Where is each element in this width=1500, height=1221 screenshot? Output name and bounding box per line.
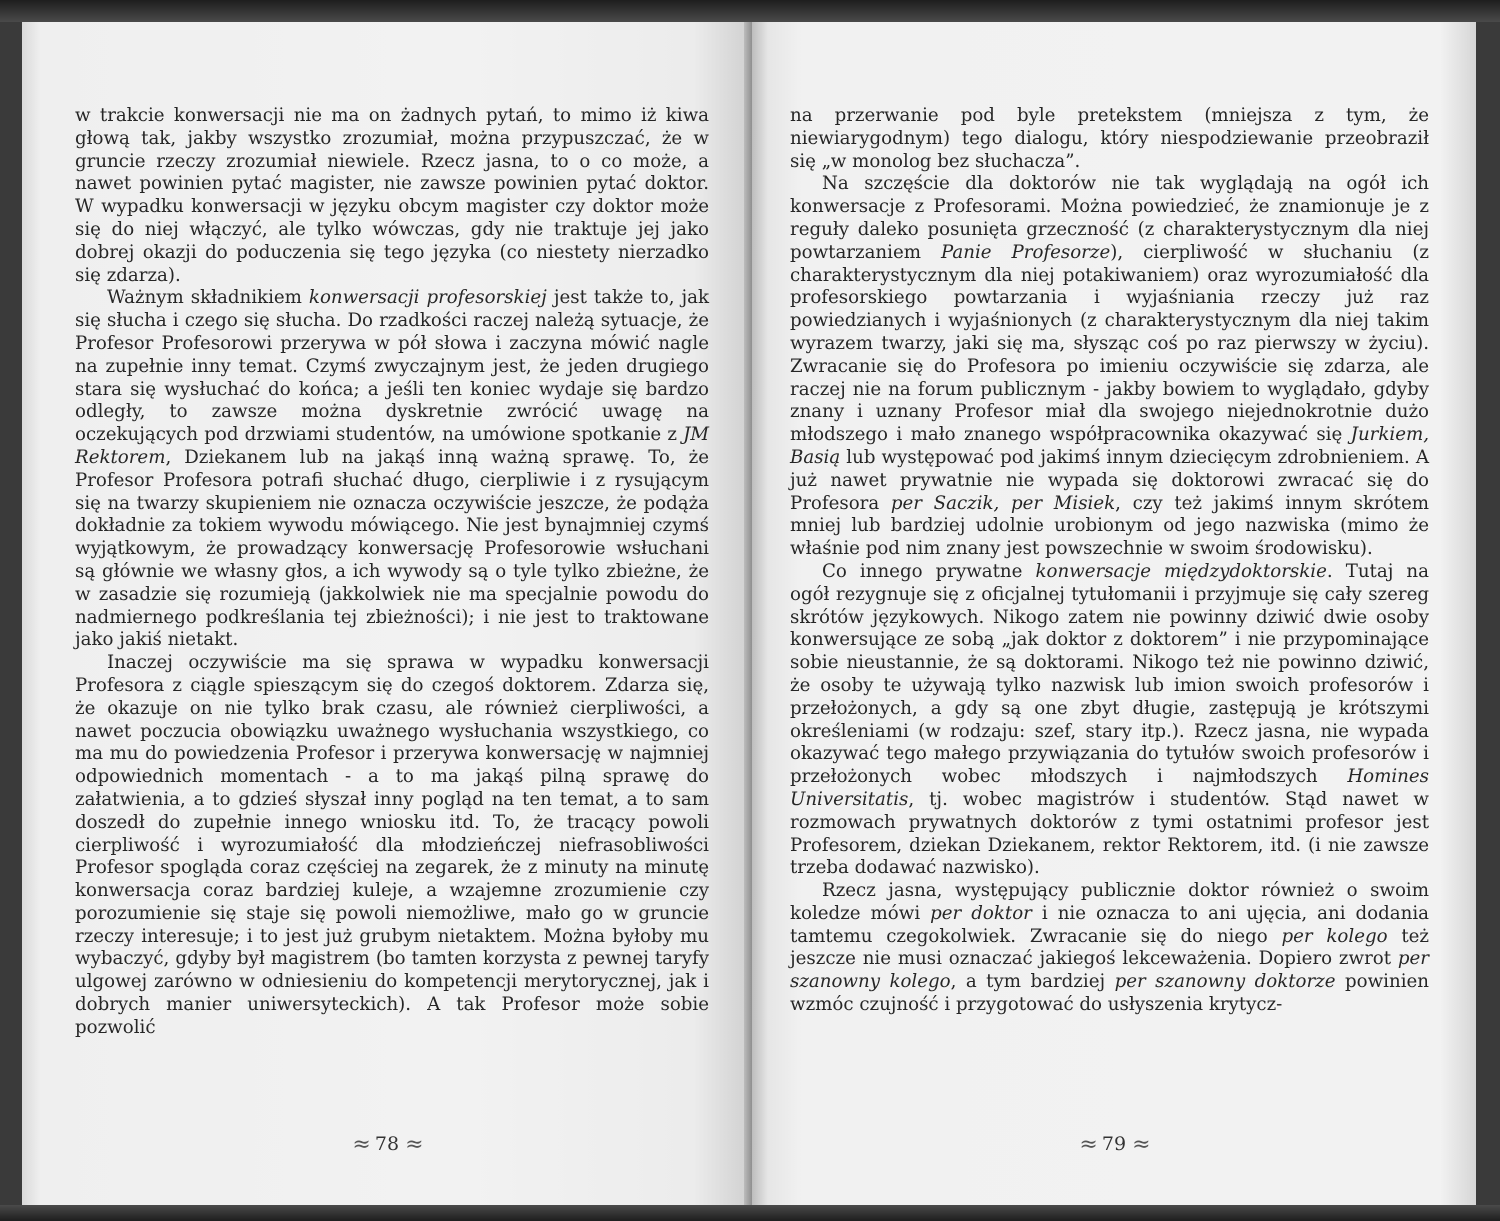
paragraph (790, 173, 1429, 561)
italic-phrase: per doktor (930, 902, 1032, 924)
paragraph (75, 287, 709, 652)
italic-phrase: per Saczik, per Misiek (890, 492, 1116, 514)
folio-ornament-right-icon: ≈ (405, 1132, 422, 1158)
text-run: , Dziekanem lub na jakąś inną ważną sprawę. To, że Profesor Profesora potrafi słuchać długo, cierpliwie i z rysującym się na twarzy skupieniem nie oznacza oczywiście jeszcze, że podąża dokładnie za tokiem wywodu mówiącego. Nie jest bynajmniej czymś wyjątkowym, że prowadzący konwersację Profesorowie wsłuchani są głównie we własny głos, a ich wywody są o tyle tylko zbieżne, że w zasadzie się rozumieją (jakkolwiek nie ma specjalnie powodu do nadmiernego podkreślania tej zbieżności); i nie jest to traktowane jako jakiś nietakt. (75, 446, 709, 651)
folio-ornament-left-icon: ≈ (352, 1132, 369, 1158)
paragraph (790, 880, 1429, 1017)
text-run: na przerwanie pod byle pretekstem (mniejsza z tym, że niewiarygodnym) tego dialogu, który niespodziewanie przeobraził się „w monolog bez słuchacza”. (790, 105, 1429, 172)
italic-phrase: Panie Profesorze (940, 241, 1111, 263)
scan-edge-top (0, 0, 1500, 22)
page-number: 79 (1101, 1133, 1127, 1156)
text-run: , a tym bardziej (950, 971, 1115, 993)
italic-phrase: JM Rektorem (75, 424, 709, 468)
text-run: Inaczej oczywiście ma się sprawa w wypadku konwersacji Profesora z ciągle spieszącym się do czegoś doktorem. Zdarza się, że okazuje on nie tylko brak czasu, ale również cierpliwości, a nawet poczucia obowiązku uważnego wysłuchania wszystkiego, co ma mu do powiedzenia Profesor i przerywa konwersację w najmniej odpowiednich momentach - a to ma jakąś pilną sprawę do załatwienia, a to gdzieś słyszał inny pogląd na ten temat, a to sam doszedł do zupełnie innego wniosku itd. To, że tracący powoli cierpliwość i wyrozumiałość dla młodzieńczej niefrasobliwości Profesor spogląda coraz częściej na zegarek, że z minuty na minutę konwersacja coraz bardziej kuleje, a wzajemne zrozumienie czy porozumienie się staje się powoli niemożliwe, mało go w gruncie rzeczy interesuje; i to jest już grubym nietaktem. Można byłoby mu wybaczyć, gdyby był magistrem (bo tamten korzysta z pewnej taryfy ulgowej zarówno w odniesieniu do kompetencji merytorycznej, jak i dobrych manier uniwersyteckich). A tak Profesor może sobie pozwolić (75, 652, 709, 1038)
italic-phrase: Jurkiem, Basią (790, 424, 1429, 468)
text-run: Co innego prywatne (822, 560, 1036, 582)
italic-phrase: per kolego (1281, 925, 1388, 947)
italic-phrase: konwersacje międzydoktorskie (1035, 560, 1327, 582)
paragraph (75, 105, 709, 287)
paragraph (790, 105, 1429, 173)
text-run: lub występować pod jakimś innym dziecięcym zdrobnieniem. A już nawet prywatnie nie wypada się doktorowi zwracać się do Profesora (790, 446, 1429, 514)
text-run: i nie oznacza to ani ujęcia, ani dodania tamtemu czegokolwiek. Zwracanie się do niego (790, 902, 1429, 947)
text-run: w trakcie konwersacji nie ma on żadnych pytań, to mimo iż kiwa głową tak, jakby wszystko zrozumiał, można przypuszczać, że w gruncie rzeczy zrozumiał niewiele. Rzecz jasna, to o co może, a nawet powinien pytać magister, nie zawsze powinien pytać doktor. W wypadku konwersacji w języku obcym magister czy doktor może się do niej włączyć, ale tylko wówczas, gdy nie traktuje jej jako dobrej okazji do poduczenia się tego języka (co niestety nierzadko się zdarza). (75, 105, 709, 286)
text-run: Rzecz jasna, występujący publicznie doktor również o swoim koledze mówi (790, 880, 1429, 924)
right-page (752, 22, 1476, 1205)
text-run: , tj. wobec magistrów i studentów. Stąd nawet w rozmowach prywatnych doktorów z tymi ostatnimi profesor jest Profesorem, dziekan Dziekanem, rektor Rektorem, itd. (i nie zawsze trzeba dodawać nazwisko). (790, 788, 1429, 879)
paragraph (790, 561, 1429, 880)
left-page-text (75, 105, 709, 1040)
text-run: ), cierpliwość w słuchaniu (z charakterystycznym dla niej potakiwaniem) oraz wyrozumiałość dla profesorskiego powtarzania i wyjaśniania rzeczy już raz powiedzianych i wyjaśnionych (z charakterystycznym dla niej takim wyrazem twarzy, jaki się ma, słysząc coś po raz pierwszy w życiu). Zwracanie się do Profesora po imieniu oczywiście się zdarza, ale raczej nie na forum publicznym - jakby bowiem to wyglądało, gdyby znany i uznany Profesor miał dla swojego niejednokrotnie dużo młodszego i mało znanego współpracownika okazywać się (790, 241, 1429, 446)
text-run: Na szczęście dla doktorów nie tak wyglądają na ogół ich konwersacje z Profesorami. Można powiedzieć, że znamionuje je z reguły daleko posunięta grzeczność (z charakterystycznym dla niej powtarzaniem (790, 173, 1429, 263)
text-run: Ważnym składnikiem (107, 287, 309, 309)
folio-ornament-left-icon: ≈ (1079, 1132, 1096, 1158)
italic-phrase: konwersacji profesorskiej (308, 287, 547, 309)
scan-edge-bottom (0, 1205, 1500, 1221)
page-number-left (22, 1133, 752, 1157)
paragraph (75, 652, 709, 1040)
right-page-text (790, 105, 1429, 1017)
text-run: powinien wzmóc czujność i przygotować do usłyszenia krytycz- (790, 971, 1430, 1016)
italic-phrase: per szanowny kolego (790, 948, 1429, 993)
page-number: 78 (374, 1133, 400, 1156)
text-run: . Tutaj na ogół rezygnuje się z oficjalnej tytułomanii i przyjmuje się cały szereg skrótów językowych. Nikogo zatem nie powinny dziwić dwie osoby konwersujące ze sobą „jak doktor z doktorem” i nie przypominające sobie nieustannie, że są doktorami. Nikogo też nie powinno dziwić, że osoby te używają tylko nazwisk lub imion swoich profesorów i przełożonych, a gdy są one zbyt długie, zastępują je krótszymi określeniami (w rodzaju: szef, stary itp.). Rzecz jasna, nie wypada okazywać tego małego przywiązania do tytułów swoich profesorów i przełożonych wobec młodszych i najmłodszych (790, 560, 1429, 788)
text-run: też jeszcze nie musi oznaczać jakiegoś lekceważenia. Dopiero zwrot (790, 925, 1430, 970)
text-run: jest także to, jak się słucha i czego się słucha. Do rzadkości raczej należą sytuacje, że Profesor Profesorowi przerywa w pół słowa i zaczyna mówić nagle na zupełnie inny temat. Czymś zwyczajnym jest, że jeden drugiego stara się wysłuchać do końca; a jeśli ten koniec wydaje się bardzo odległy, to zawsze można dyskretnie zwrócić uwagę na oczekujących pod drzwiami studentów, na umówione spotkanie z (75, 287, 709, 446)
folio-ornament-right-icon: ≈ (1132, 1132, 1149, 1158)
italic-phrase: per szanowny doktorze (1114, 971, 1336, 993)
left-page (22, 22, 752, 1205)
italic-phrase: Homines Universitatis (790, 766, 1429, 810)
text-run: , czy też jakimś innym skrótem mniej lub bardziej udolnie urobionym od jego nazwiska (mimo że właśnie pod nim znany jest powszechnie w swoim środowisku). (790, 492, 1429, 560)
page-number-right (752, 1133, 1476, 1157)
